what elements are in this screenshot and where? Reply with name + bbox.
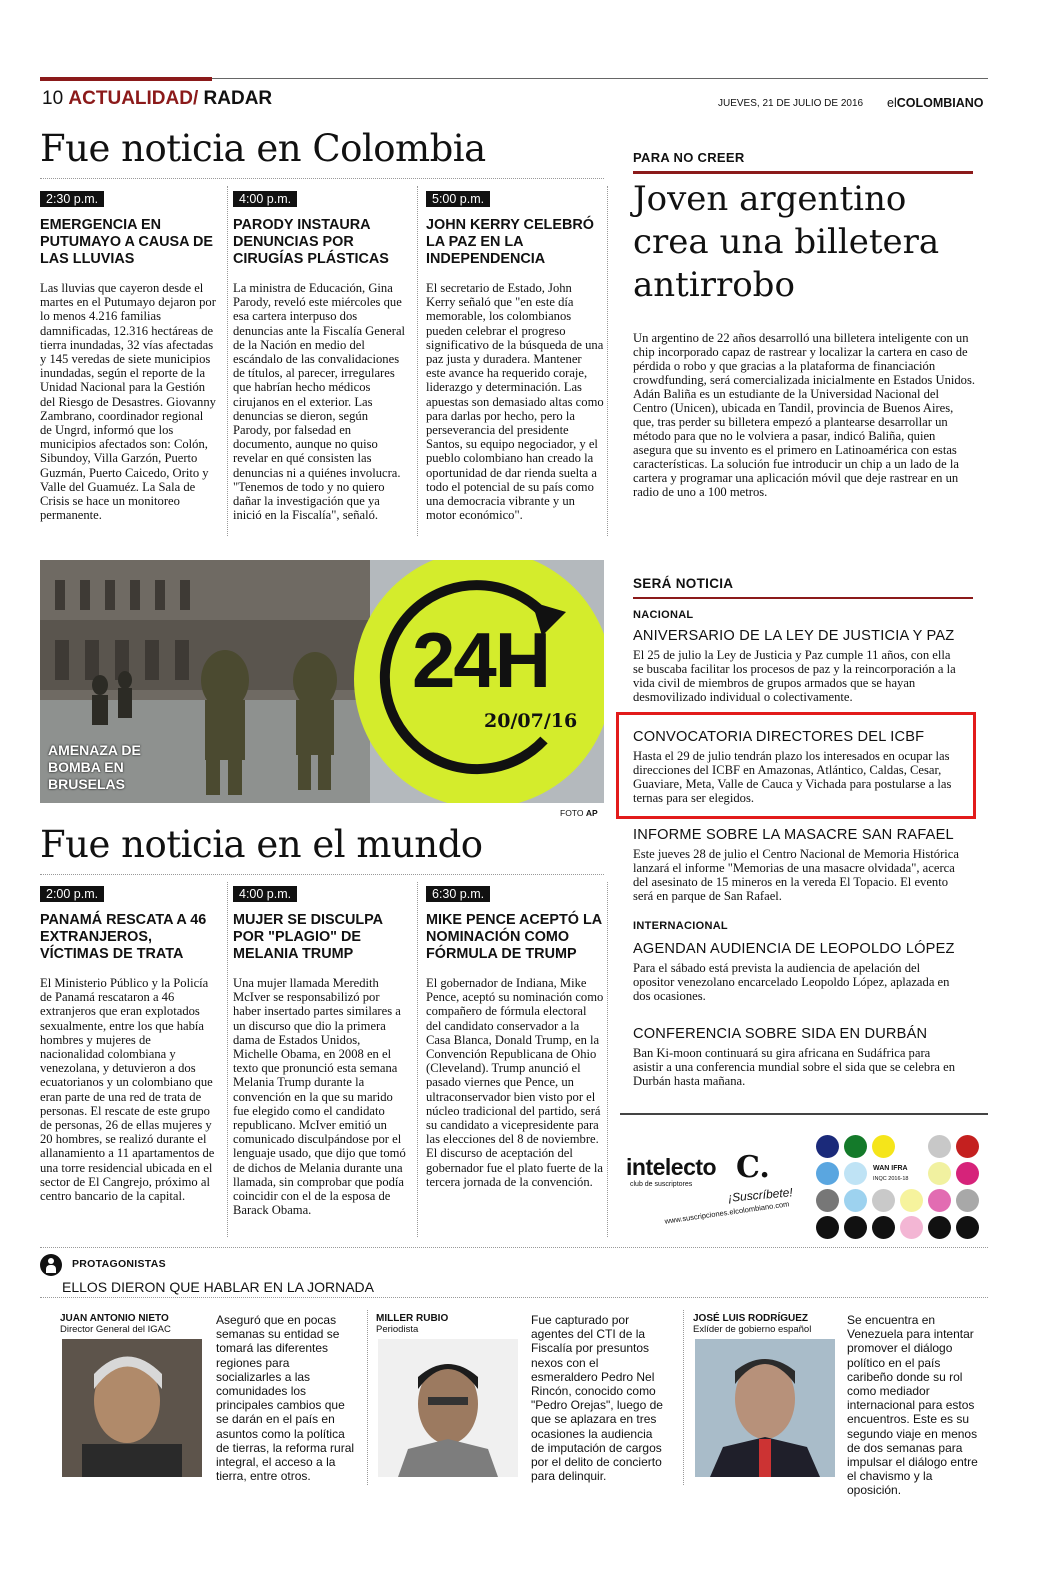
- subsection-name: RADAR: [203, 88, 273, 109]
- para-no-creer-body: Un argentino de 22 años desarrolló una billetera inteligente con un chip incorporado capaz de rastrear y localizar la cartera en caso de pérdida o robo y que gracias a la plataforma de financiación crowdfunding, será comercializada inicialmente en Estados Unidos. Adán Baliña es un estudiante de la Universidad Nacional del Centro (Unicen), ubicada en Tandil, provincia de Buenos Aires, que, tras perder su billetera empezó a plantearse desarrollar un método para que no le volviera a pasar, indicó Baliña, quien asegura que su invento es el primero en Latinoamérica con estas características. La solución fue introducir un chip a un lado de la cartera y programar una aplicación móvil que deje rastrear en un radio de uno a 100 metros.: [633, 331, 976, 499]
- register-dot: [928, 1162, 951, 1185]
- sera-item: [633, 1026, 963, 1088]
- news-body: El gobernador de Indiana, Mike Pence, aceptó su nominación como compañero de fórmula electoral del candidato conservador a la Casa Blanca, Donald Trump, en la Convención Republicana de Ohio (Cleveland). Trump anunció el pasado viernes que Pence, un ultraconservador bien visto por el núcleo tradicional del partido, será su candidato a vicepresidente para las elecciones del 8 de noviembre. El discurso de aceptación del gobernador fue el plato fuerte de la tercera jornada de la convención.: [426, 976, 604, 1189]
- register-dot: [956, 1189, 979, 1212]
- protagonist-card: [693, 1313, 993, 1498]
- news-body: Las lluvias que cayeron desde el martes en el Putumayo dejaron por lo menos 4.216 familias damnificadas, 12.316 hectáreas de tierra inundadas, 32 vías afectadas y 145 veredas de siete municipios inundadas, según el reporte de la Unidad Nacional para la Gestión del Riesgo de Desastres. Giovanny Zambrano, coordinador regional de Ungrd, informó que los municipios afectados son: Colón, Sibundoy, Villa Garzón, Puerto Guzmán, Puerto Caicedo, Orito y Valle del Guamuéz. La Sala de Crisis se hace un monitoreo permanente.: [40, 281, 216, 523]
- sera-headline: ANIVERSARIO DE LA LEY DE JUSTICIA Y PAZ: [633, 628, 955, 644]
- photo-caption: AMENAZA DE BOMBA EN BRUSELAS: [48, 742, 141, 792]
- news-headline: EMERGENCIA EN PUTUMAYO A CAUSA DE LAS LLUVIAS: [40, 217, 213, 267]
- col-divider: [607, 882, 608, 1237]
- colombia-section-title: Fue noticia en Colombia: [40, 127, 486, 170]
- nacional-label: NACIONAL: [633, 609, 694, 621]
- news-body: El Ministerio Público y la Policía de Panamá rescataron a 46 extranjeros que eran explotados sexualmente, entre los que había hombres y mujeres de nacionalidad colombiana y venezolana, y detuvieron a dos ecuatorianos y un colombiano que eran parte de una red de trata de personas. El rescate de este grupo de personas, 26 de ellas mujeres y 20 hombres, se realizó durante el allanamiento a 11 apartamentos de una torre residencial ubicada en el sector de El Cangrejo, próximo al centro bancario de la capital.: [40, 976, 215, 1204]
- brand-logo: [887, 96, 984, 110]
- sera-body: El 25 de julio la Ley de Justicia y Paz cumple 11 años, con ella se buscaba facilitar los procesos de paz y la reincorporación a la vida civil de miembros de grupos armados que se hayan desmovilizado individual o colectivamente.: [633, 648, 956, 704]
- news-item: [233, 190, 408, 522]
- 24h-badge: [354, 560, 604, 803]
- elcolombiano-c-logo: C.: [736, 1150, 770, 1185]
- register-dot: [956, 1162, 979, 1185]
- time-badge: 4:00 p.m.: [233, 886, 297, 902]
- register-dot: [900, 1189, 923, 1212]
- register-dot: [816, 1216, 839, 1239]
- brand-name: COLOMBIANO: [896, 96, 984, 110]
- section-name: ACTUALIDAD: [68, 88, 193, 109]
- page-header: [42, 88, 272, 110]
- protagonist-photo: [62, 1339, 202, 1477]
- register-dot: [928, 1189, 951, 1212]
- col-divider: [683, 1310, 684, 1485]
- register-dot: [844, 1189, 867, 1212]
- 24h-label: 24H: [412, 616, 550, 704]
- protagonist-photo: [695, 1339, 835, 1477]
- sera-item: [633, 941, 963, 1003]
- section-separator: /: [192, 88, 199, 109]
- news-headline: JOHN KERRY CELEBRÓ LA PAZ EN LA INDEPENDENCIA: [426, 217, 594, 267]
- wan-ifra-sub: INQC 2016-18: [873, 1176, 909, 1182]
- news-headline: PARODY INSTAURA DENUNCIAS POR CIRUGÍAS PLÁSTICAS: [233, 217, 389, 267]
- sera-headline: CONVOCATORIA DIRECTORES DEL ICBF: [633, 729, 925, 745]
- para-no-creer-label: PARA NO CREER: [633, 150, 745, 165]
- sera-noticia-label: SERÁ NOTICIA: [633, 576, 734, 591]
- protagonist-role: Periodista: [376, 1324, 419, 1335]
- register-dot: [928, 1135, 951, 1158]
- sera-headline: INFORME SOBRE LA MASACRE SAN RAFAEL: [633, 827, 954, 843]
- protagonistas-rule: [40, 1247, 988, 1248]
- sera-noticia: [633, 576, 973, 621]
- time-badge: 5:00 p.m.: [426, 191, 490, 207]
- 24h-date: 20/07/16: [484, 710, 578, 732]
- news-item: [40, 190, 218, 522]
- protagonist-text: Aseguró que en pocas semanas su entidad se tomará las diferentes regiones para socializarles a las comunidades los principales cambios que se darán en el país en asuntos como la política de tierras, la reforma rural integral, el acceso a la tierra, entre otros.: [216, 1313, 355, 1484]
- protagonist-text: Se encuentra en Venezuela para intentar promover el diálogo político en el país caribeño donde su rol como mediador internacional para estos encuentros. Este es su segundo viaje en menos de dos semanas para impulsar el diálogo entre el chavismo y la oposición.: [847, 1313, 978, 1498]
- col-divider: [227, 882, 228, 1237]
- brand-prefix: el: [887, 96, 897, 110]
- portrait-photo: [62, 1339, 202, 1477]
- news-body: Una mujer llamada Meredith McIver se responsabilizó por haber insertado partes similares a un discurso que dio la primera dama de Estados Unidos, Michelle Obama, en 2008 en el texto que pronunció esta semana Melania Trump durante la convención en la que su marido fue elegido como el candidato republicano. McIver emitió un comunicado disculpándose por el lenguaje usado, que dijo que tomó de dichos de Melania durante una llamada, sin comprobar que podía coincidir con el de la esposa de Barack Obama.: [233, 976, 406, 1218]
- register-dot: [816, 1135, 839, 1158]
- sera-body: Este jueves 28 de julio el Centro Nacional de Memoria Histórica lanzará el informe "Memorias de una masacre olvidada", acerca del asesinato de 15 mineros en la vereda El Topacio. El evento será en parque de San Rafael.: [633, 847, 959, 903]
- mundo-section-title: Fue noticia en el mundo: [40, 823, 483, 866]
- time-badge: 2:30 p.m.: [40, 191, 104, 207]
- news-body: La ministra de Educación, Gina Parody, reveló este miércoles que esa cartera interpuso dos denuncias ante la Fiscalía General de la Nación en medio del escándalo de las convalidaciones de títulos, al parecer, irregulares que habrían hecho médicos cirujanos en el exterior. Las denuncias se dieron, según Parody, por falsedad en documento, aunque no quiso revelar en qué consisten las denuncias ni a quiénes involucra. "Tenemos de todo y no quiero dañar la investigación que ya inició en la Fiscalía", señaló.: [233, 281, 406, 523]
- sera-headline: CONFERENCIA SOBRE SIDA EN DURBÁN: [633, 1026, 928, 1042]
- protagonist-photo: [378, 1339, 518, 1477]
- sera-body: Hasta el 29 de julio tendrán plazo los interesados en ocupar las direcciones del ICBF en Amazonas, Atlántico, Caldas, Cesar, Guaviare, Meta, Valle de Cauca y Vichada para postularse a las ternas para ser elegidos.: [633, 749, 952, 805]
- news-item: [40, 885, 218, 1203]
- sera-bottom-rule: [620, 1113, 988, 1115]
- register-dot: [956, 1135, 979, 1158]
- intelecto-sub: club de suscriptores: [630, 1181, 693, 1188]
- news-body: El secretario de Estado, John Kerry señaló que "en este día memorable, los colombianos pueden celebrar el progreso significativo de la búsqueda de una paz justa y duradera. Mantener este avance ha requerido coraje, liderazgo y determinación. Las apuestas son demasiado altas como para darlas por hecho, pero la perseverancia del presidente Santos, su equipo negociador, y el pueblo colombiano han creado la oportunidad de dar rienda suelta a todo el potencial de su país como una democracia vibrante y un motor económico".: [426, 281, 604, 523]
- register-dot: [816, 1162, 839, 1185]
- portrait-photo: [378, 1339, 518, 1477]
- protagonist-role: Exlíder de gobierno español: [693, 1324, 812, 1335]
- protagonist-role: Director General del IGAC: [60, 1324, 171, 1335]
- subscribe-url[interactable]: www.suscripciones.elcolombiano.com: [663, 1199, 790, 1226]
- register-dot: [844, 1216, 867, 1239]
- wan-ifra-label: WAN IFRA: [873, 1165, 908, 1172]
- photo-credit: [560, 808, 598, 818]
- protagonist-name: JOSÉ LUIS RODRÍGUEZ: [693, 1313, 809, 1324]
- protagonist-name: JUAN ANTONIO NIETO: [60, 1313, 169, 1324]
- sera-item: [633, 628, 963, 704]
- protagonistas-subtitle: ELLOS DIERON QUE HABLAR EN LA JORNADA: [62, 1279, 374, 1295]
- color-register-marks: [816, 1135, 981, 1245]
- news-headline: MIKE PENCE ACEPTÓ LA NOMINACIÓN COMO FÓRMULA DE TRUMP: [426, 912, 602, 962]
- sera-body: Para el sábado está prevista la audiencia de apelación del opositor venezolano encarcelado Leopoldo López, aplazada en dos ocasiones.: [633, 961, 950, 1003]
- protagonistas-subtitle-rule: [40, 1297, 988, 1298]
- register-dot: [872, 1135, 895, 1158]
- col-divider: [417, 882, 418, 1237]
- news-item: [426, 885, 604, 1189]
- colombia-rule: [40, 178, 604, 179]
- register-dot: [844, 1135, 867, 1158]
- header-date: JUEVES, 21 DE JULIO DE 2016: [718, 98, 864, 109]
- intelecto-logo: intelecto: [626, 1154, 717, 1180]
- mundo-rule: [40, 874, 604, 875]
- para-no-creer-rule: [633, 171, 973, 174]
- register-dot: [872, 1216, 895, 1239]
- photo-credit-prefix: FOTO: [560, 808, 584, 818]
- internacional-label: INTERNACIONAL: [633, 920, 728, 932]
- subscribe-cta[interactable]: ¡Suscríbete!: [727, 1185, 794, 1205]
- register-dot: [900, 1216, 923, 1239]
- person-icon: [40, 1254, 62, 1276]
- protagonist-card: [376, 1313, 676, 1484]
- col-divider: [417, 186, 418, 536]
- col-divider: [367, 1310, 368, 1485]
- news-headline: MUJER SE DISCULPA POR "PLAGIO" DE MELANIA TRUMP: [233, 912, 383, 962]
- register-dot: [816, 1189, 839, 1212]
- time-badge: 2:00 p.m.: [40, 886, 104, 902]
- sera-headline: AGENDAN AUDIENCIA DE LEOPOLDO LÓPEZ: [633, 941, 955, 957]
- protagonistas-label: PROTAGONISTAS: [72, 1258, 166, 1270]
- sera-item: [633, 729, 963, 805]
- protagonist-text: Fue capturado por agentes del CTI de la Fiscalía por presuntos nexos con el esmeraldero Pedro Nel Rincón, conocido como "Pedro Orejas", luego de que se aplazara en tres ocasiones la audiencia de imputación de cargos por el delito de concierto para delinquir.: [531, 1313, 663, 1484]
- col-divider: [227, 186, 228, 536]
- col-divider: [607, 186, 608, 536]
- protagonist-card: [60, 1313, 360, 1484]
- sera-body: Ban Ki-moon continuará su gira africana en Sudáfrica para asistir a una conferencia mundial sobre el sida que se celebra en Durbán hasta mañana.: [633, 1046, 956, 1088]
- sera-noticia-rule: [633, 597, 973, 599]
- protagonist-name: MILLER RUBIO: [376, 1313, 449, 1324]
- intelecto-ad[interactable]: [626, 1150, 796, 1230]
- register-dot: [956, 1216, 979, 1239]
- photo-credit-name: AP: [585, 808, 598, 818]
- para-no-creer-title: Joven argentino crea una billetera antirrobo: [633, 179, 940, 305]
- register-dot: [928, 1216, 951, 1239]
- sera-item: [633, 827, 963, 903]
- portrait-photo: [695, 1339, 835, 1477]
- page-number: 10: [42, 88, 64, 109]
- para-no-creer: [633, 150, 976, 499]
- top-rule-accent: [40, 77, 212, 81]
- register-dot: [844, 1162, 867, 1185]
- news-item: [233, 885, 408, 1217]
- time-badge: 6:30 p.m.: [426, 886, 490, 902]
- news-photo: [40, 560, 604, 803]
- register-dot: [872, 1189, 895, 1212]
- time-badge: 4:00 p.m.: [233, 191, 297, 207]
- news-headline: PANAMÁ RESCATA A 46 EXTRANJEROS, VÍCTIMAS DE TRATA: [40, 912, 207, 962]
- news-item: [426, 190, 604, 522]
